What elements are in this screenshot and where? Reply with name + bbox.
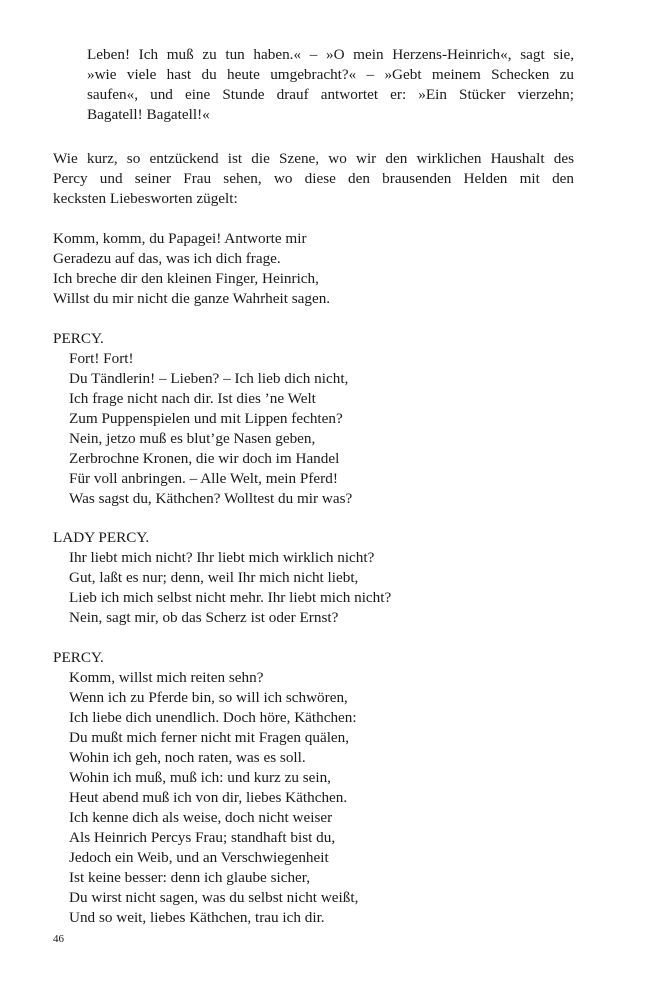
verse-line: Du wirst nicht sagen, was du selbst nicht weißt, xyxy=(69,889,359,906)
speaker-name: PERCY. xyxy=(53,649,104,666)
speech-percy-2 xyxy=(53,648,574,928)
prose-paragraph xyxy=(53,149,574,209)
block-quote xyxy=(87,45,574,125)
verse-line: Du Tändlerin! – Lieben? – Ich lieb dich nicht, xyxy=(69,370,349,387)
verse-line: Geradezu auf das, was ich dich frage. xyxy=(53,250,281,267)
speaker-name: PERCY. xyxy=(53,330,104,347)
prose-line: kecksten Liebesworten zügelt: xyxy=(53,190,238,207)
verse-line: Nein, jetzo muß es blut’ge Nasen geben, xyxy=(69,430,316,447)
verse-line: Ist keine besser: denn ich glaube sicher, xyxy=(69,869,311,886)
page-number: 46 xyxy=(53,933,64,945)
verse-line: Du mußt mich ferner nicht mit Fragen quälen, xyxy=(69,729,350,746)
verse-line: Als Heinrich Percys Frau; standhaft bist du, xyxy=(69,829,336,846)
verse-stanza xyxy=(53,229,574,309)
verse-line: Gut, laßt es nur; denn, weil Ihr mich nicht liebt, xyxy=(69,569,359,586)
verse-line: Nein, sagt mir, ob das Scherz ist oder Ernst? xyxy=(69,609,339,626)
quote-line: Leben! Ich muß zu tun haben.« – »O mein Herzens-Heinrich«, sagt sie, xyxy=(87,46,574,63)
verse-line: Heut abend muß ich von dir, liebes Käthchen. xyxy=(69,789,348,806)
verse-line: Zum Puppenspielen und mit Lippen fechten? xyxy=(69,410,343,427)
speaker-name: LADY PERCY. xyxy=(53,529,150,546)
verse-line: Und so weit, liebes Käthchen, trau ich dir. xyxy=(69,909,325,926)
verse-line: Wohin ich geh, noch raten, was es soll. xyxy=(69,749,306,766)
verse-line: Komm, willst mich reiten sehn? xyxy=(69,669,264,686)
speech-lady-percy xyxy=(53,528,574,628)
verse-line: Komm, komm, du Papagei! Antworte mir xyxy=(53,230,307,247)
verse-line: Wenn ich zu Pferde bin, so will ich schwören, xyxy=(69,689,348,706)
quote-line: »wie viele hast du heute umgebracht?« – »Gebt meinem Schecken zu xyxy=(87,66,574,83)
verse-line: Was sagst du, Käthchen? Wolltest du mir was? xyxy=(69,490,353,507)
verse-line: Fort! Fort! xyxy=(69,350,134,367)
verse-line: Jedoch ein Weib, und an Verschwiegenheit xyxy=(69,849,329,866)
quote-line: Bagatell! Bagatell!« xyxy=(87,106,210,123)
verse-line: Ich kenne dich als weise, doch nicht weiser xyxy=(69,809,333,826)
verse-line: Ich liebe dich unendlich. Doch höre, Käthchen: xyxy=(69,709,357,726)
verse-line: Lieb ich mich selbst nicht mehr. Ihr liebt mich nicht? xyxy=(69,589,392,606)
quote-line: saufen«, und eine Stunde drauf antwortet er: »Ein Stücker vierzehn; xyxy=(87,86,574,103)
verse-line: Wohin ich muß, muß ich: und kurz zu sein, xyxy=(69,769,331,786)
speech-percy-1 xyxy=(53,329,574,509)
prose-line: Percy und seiner Frau sehen, wo diese den brausenden Helden mit den xyxy=(53,170,574,187)
verse-line: Zerbrochne Kronen, die wir doch im Handel xyxy=(69,450,340,467)
verse-line: Willst du mir nicht die ganze Wahrheit sagen. xyxy=(53,290,331,307)
prose-line: Wie kurz, so entzückend ist die Szene, wo wir den wirklichen Haushalt des xyxy=(53,150,574,167)
verse-line: Ich frage nicht nach dir. Ist dies ’ne Welt xyxy=(69,390,316,407)
verse-line: Für voll anbringen. – Alle Welt, mein Pferd! xyxy=(69,470,338,487)
verse-line: Ich breche dir den kleinen Finger, Heinrich, xyxy=(53,270,319,287)
verse-line: Ihr liebt mich nicht? Ihr liebt mich wirklich nicht? xyxy=(69,549,375,566)
